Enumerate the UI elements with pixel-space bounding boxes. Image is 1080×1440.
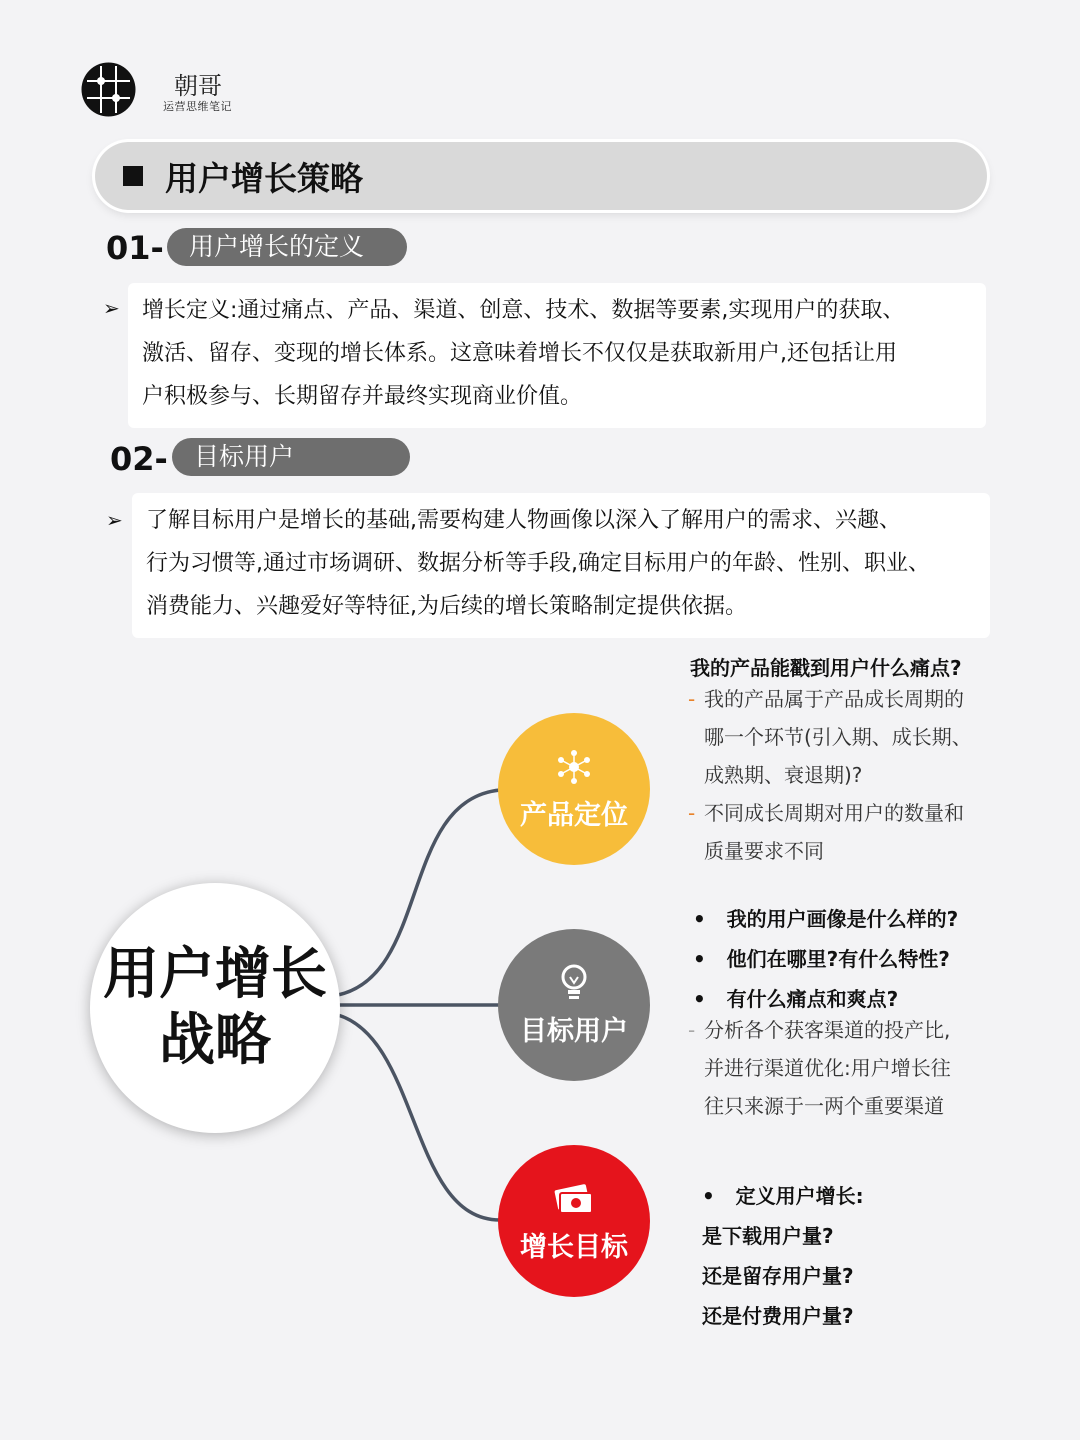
- detail-line: 并进行渠道优化:用户增长往: [704, 1056, 951, 1080]
- dash-marker: -: [688, 687, 696, 711]
- node-detail-item: [704, 1011, 951, 1125]
- node-bullet: • 有什么痛点和爽点?: [693, 987, 899, 1011]
- card-line: 激活、留存、变现的增长体系。这意味着增长不仅仅是获取新用户,还包括让用: [142, 341, 897, 366]
- goal-line: 还是付费用户量?: [702, 1304, 854, 1328]
- section-number: 01-: [106, 229, 164, 267]
- arrow-bullet-icon: ➢: [103, 296, 120, 320]
- network-icon: [554, 747, 594, 787]
- dash-marker: -: [688, 801, 696, 825]
- node-detail-item: [704, 680, 972, 794]
- center-title-line: 用户增长: [103, 942, 327, 1007]
- lightbulb-icon: [559, 963, 589, 1003]
- detail-line: 质量要求不同: [704, 839, 824, 863]
- card-line: 了解目标用户是增长的基础,需要构建人物画像以深入了解用户的需求、兴趣、: [146, 508, 901, 533]
- card-line: 行为习惯等,通过市场调研、数据分析等手段,确定目标用户的年龄、性别、职业、: [146, 551, 930, 576]
- bullet-text: 他们在哪里?有什么特性?: [726, 947, 950, 971]
- money-icon: [552, 1179, 596, 1219]
- brand-name: 朝哥: [174, 72, 222, 100]
- node-label: 产品定位: [520, 799, 628, 831]
- dash-marker: -: [688, 1018, 696, 1042]
- section-number: 02-: [110, 440, 168, 478]
- section-label: 用户增长的定义: [167, 228, 407, 266]
- node-detail-item: [704, 794, 964, 870]
- node-bullet: • 我的用户画像是什么样的?: [693, 907, 959, 931]
- detail-line: 不同成长周期对用户的数量和: [704, 801, 964, 825]
- card-line: 户积极参与、长期留存并最终实现商业价值。: [142, 384, 583, 409]
- mindmap-center: [90, 883, 340, 1133]
- node-bullet: • 他们在哪里?有什么特性?: [693, 947, 950, 971]
- bullet-text: 定义用户增长:: [735, 1184, 864, 1208]
- goal-line: 还是留存用户量?: [702, 1264, 854, 1288]
- center-title-line: 战略: [159, 1008, 271, 1073]
- node-label: 目标用户: [520, 1015, 628, 1047]
- detail-line: 哪一个环节(引入期、成长期、: [704, 725, 972, 749]
- brand-subtitle: 运营思维笔记: [163, 100, 232, 113]
- node-growth-goal: [498, 1145, 650, 1297]
- card-line: 消费能力、兴趣爱好等特征,为后续的增长策略制定提供依据。: [146, 594, 747, 619]
- node-bullet: • 定义用户增长:: [702, 1184, 864, 1208]
- node-label: 增长目标: [520, 1231, 628, 1263]
- node-target-users: [498, 929, 650, 1081]
- bullet-text: 有什么痛点和爽点?: [726, 987, 899, 1011]
- goal-line: 是下载用户量?: [702, 1224, 834, 1248]
- node-question: 我的产品能戳到用户什么痛点?: [690, 656, 962, 680]
- page-title: 用户增长策略: [165, 158, 363, 198]
- detail-line: 我的产品属于产品成长周期的: [704, 687, 964, 711]
- detail-line: 成熟期、衰退期)?: [704, 763, 863, 787]
- node-product-positioning: [498, 713, 650, 865]
- bullet-text: 我的用户画像是什么样的?: [726, 907, 959, 931]
- detail-line: 分析各个获客渠道的投产比,: [704, 1018, 951, 1042]
- detail-line: 往只来源于一两个重要渠道: [704, 1094, 944, 1118]
- arrow-bullet-icon: ➢: [106, 508, 123, 532]
- section-label: 目标用户: [172, 438, 410, 476]
- card-line: 增长定义:通过痛点、产品、渠道、创意、技术、数据等要素,实现用户的获取、: [142, 298, 905, 323]
